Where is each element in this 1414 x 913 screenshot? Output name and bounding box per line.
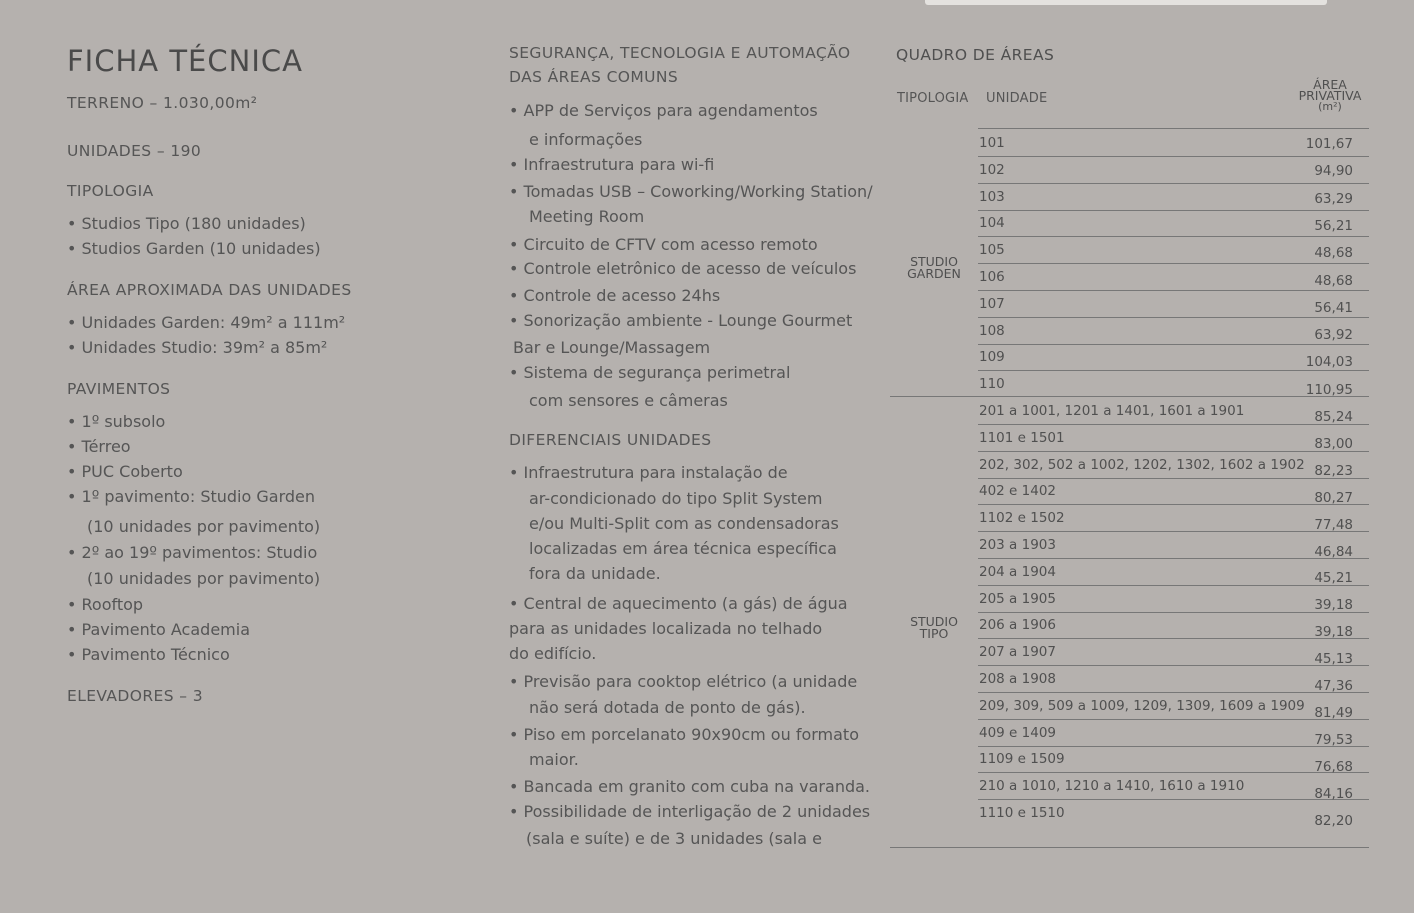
header-area-line1: ÁREA	[1313, 77, 1347, 92]
area-cell: 83,00	[1314, 435, 1353, 452]
header-tipologia: TIPOLOGIA	[897, 91, 969, 106]
area-cell: 56,41	[1314, 299, 1353, 316]
pavimento-item: • 2º ao 19º pavimentos: Studio	[67, 543, 318, 562]
pavimento-item: • Pavimento Técnico	[67, 645, 230, 664]
unit-cell: 105	[979, 242, 1005, 259]
table-row-line	[978, 156, 1369, 157]
diferencial-item: • Possibilidade de interligação de 2 unidades	[509, 802, 871, 821]
area-heading: ÁREA APROXIMADA DAS UNIDADES	[67, 281, 352, 299]
diferencial-item-cont: do edifício.	[509, 644, 597, 663]
seguranca-item: • Tomadas USB – Coworking/Working Station/	[509, 182, 873, 201]
seguranca-item: • Sistema de segurança perimetral	[509, 363, 791, 382]
page-title: FICHA TÉCNICA	[67, 44, 303, 78]
unit-cell: 206 a 1906	[979, 617, 1056, 634]
area-cell: 39,18	[1314, 597, 1353, 614]
terreno-text: TERRENO – 1.030,00m²	[67, 94, 258, 112]
diferenciais-heading: DIFERENCIAIS UNIDADES	[509, 431, 712, 449]
unit-cell: 102	[979, 161, 1005, 178]
pavimento-item-cont: (10 unidades por pavimento)	[87, 517, 321, 536]
seguranca-item: • Circuito de CFTV com acesso remoto	[509, 235, 818, 254]
area-cell: 82,23	[1314, 462, 1353, 479]
seguranca-heading-line1: SEGURANÇA, TECNOLOGIA E AUTOMAÇÃO	[509, 44, 851, 62]
seguranca-item-cont: com sensores e câmeras	[529, 391, 728, 410]
group-tipo-line1: STUDIO	[910, 614, 958, 629]
group-studio-tipo	[898, 616, 970, 640]
diferencial-item: • Piso em porcelanato 90x90cm ou formato	[509, 725, 859, 744]
table-row-line	[978, 183, 1369, 184]
table-row-line	[978, 263, 1369, 264]
unit-cell: 210 a 1010, 1210 a 1410, 1610 a 1910	[979, 778, 1245, 795]
pavimento-item: • PUC Coberto	[67, 462, 183, 481]
area-item: • Unidades Studio: 39m² a 85m²	[67, 338, 328, 357]
seguranca-heading-line2: DAS ÁREAS COMUNS	[509, 68, 679, 86]
unit-cell: 402 e 1402	[979, 483, 1057, 500]
table-row-line	[978, 290, 1369, 291]
area-cell: 82,20	[1314, 812, 1353, 829]
unit-cell: 209, 309, 509 a 1009, 1209, 1309, 1609 a 1909	[979, 697, 1305, 714]
unit-cell: 104	[979, 215, 1005, 232]
header-unidade: UNIDADE	[986, 91, 1048, 106]
area-cell: 63,29	[1314, 190, 1353, 207]
table-row-line	[978, 210, 1369, 211]
pavimento-item-cont: (10 unidades por pavimento)	[87, 569, 321, 588]
table-row-line	[978, 236, 1369, 237]
header-area-line3: (m²)	[1318, 100, 1342, 113]
quadro-title: QUADRO DE ÁREAS	[896, 46, 1055, 64]
tipologia-heading: TIPOLOGIA	[67, 182, 154, 200]
unit-cell: 110	[979, 376, 1005, 393]
area-cell: 47,36	[1314, 678, 1353, 694]
area-cell: 84,16	[1314, 785, 1353, 802]
pavimento-item: • 1º subsolo	[67, 412, 166, 431]
unit-cell: 107	[979, 295, 1005, 312]
area-cell: 56,21	[1314, 217, 1353, 234]
diferencial-item: • Previsão para cooktop elétrico (a unidade	[509, 672, 858, 691]
pavimento-item: • Pavimento Academia	[67, 620, 250, 639]
diferencial-item: • Bancada em granito com cuba na varanda.	[509, 777, 870, 796]
seguranca-item-cont: e informações	[529, 130, 643, 149]
diferencial-item-cont: (sala e suíte) e de 3 unidades (sala e	[526, 829, 822, 848]
unit-cell: 1101 e 1501	[979, 429, 1065, 446]
table-bottom-line	[890, 847, 1369, 848]
diferencial-item-cont: e/ou Multi-Split com as condensadoras	[529, 514, 839, 533]
unit-cell: 1102 e 1502	[979, 510, 1065, 527]
group-tipo-line2: TIPO	[919, 626, 949, 641]
unit-cell: 204 a 1904	[979, 563, 1056, 580]
unidades-text: UNIDADES – 190	[67, 142, 202, 160]
area-cell: 76,68	[1314, 758, 1353, 775]
unit-cell: 101	[979, 135, 1005, 151]
seguranca-item: • Infraestrutura para wi-fi	[509, 155, 715, 174]
seguranca-item: • Controle de acesso 24hs	[509, 286, 721, 305]
diferencial-item: • Central de aquecimento (a gás) de água	[509, 594, 848, 613]
seguranca-item: • APP de Serviços para agendamentos	[509, 101, 818, 120]
pavimento-item: • 1º pavimento: Studio Garden	[67, 487, 315, 506]
group-studio-garden	[898, 256, 970, 280]
diferencial-item: • Infraestrutura para instalação de	[509, 463, 788, 482]
area-cell: 81,49	[1314, 704, 1353, 721]
area-cell: 45,21	[1314, 570, 1353, 587]
tipologia-item: • Studios Garden (10 unidades)	[67, 239, 321, 258]
unit-cell: 103	[979, 188, 1005, 205]
diferencial-item-cont: para as unidades localizada no telhado	[509, 619, 823, 638]
diferencial-item-cont: fora da unidade.	[529, 564, 661, 583]
table-header-line	[978, 128, 1369, 129]
diferencial-item-cont: não será dotada de ponto de gás).	[529, 698, 806, 717]
area-cell: 104,03	[1305, 354, 1353, 371]
diferencial-item-cont: ar-condicionado do tipo Split System	[529, 489, 823, 508]
unit-cell: 106	[979, 269, 1005, 285]
seguranca-item-cont: Meeting Room	[529, 207, 645, 226]
area-cell: 77,48	[1314, 516, 1353, 533]
seguranca-item: • Sonorização ambiente - Lounge Gourmet	[509, 311, 853, 330]
pavimento-item: • Térreo	[67, 437, 131, 456]
unit-cell: 203 a 1903	[979, 537, 1056, 553]
area-cell: 63,92	[1314, 327, 1353, 344]
diferencial-item-cont: maior.	[529, 750, 579, 769]
area-cell: 45,13	[1314, 651, 1353, 668]
header-area-privativa	[1290, 79, 1370, 112]
top-edge-strip	[925, 0, 1327, 5]
group-garden-line1: STUDIO	[910, 254, 958, 269]
area-cell: 48,68	[1314, 272, 1353, 289]
unit-cell: 1109 e 1509	[979, 751, 1065, 768]
diferencial-item-cont: localizadas em área técnica específica	[529, 539, 837, 558]
table-row-line	[978, 317, 1369, 318]
table-row-line	[978, 370, 1369, 371]
area-cell: 48,68	[1314, 245, 1353, 262]
seguranca-item-cont: Bar e Lounge/Massagem	[513, 338, 711, 357]
area-item: • Unidades Garden: 49m² a 111m²	[67, 313, 346, 332]
unit-cell: 208 a 1908	[979, 671, 1056, 687]
unit-cell: 201 a 1001, 1201 a 1401, 1601 a 1901	[979, 403, 1245, 419]
area-cell: 85,24	[1314, 409, 1353, 425]
area-cell: 79,53	[1314, 731, 1353, 748]
elevadores-text: ELEVADORES – 3	[67, 687, 204, 705]
area-cell: 101,67	[1305, 136, 1353, 152]
area-cell: 39,18	[1314, 624, 1353, 641]
pavimentos-heading: PAVIMENTOS	[67, 380, 171, 398]
table-row-line	[978, 344, 1369, 345]
unit-cell: 205 a 1905	[979, 590, 1056, 607]
unit-cell: 409 e 1409	[979, 724, 1057, 741]
group-garden-line2: GARDEN	[907, 266, 961, 281]
unit-cell: 109	[979, 349, 1005, 366]
header-area-line2: PRIVATIVA	[1298, 88, 1362, 103]
unit-cell: 207 a 1907	[979, 644, 1056, 661]
seguranca-item: • Controle eletrônico de acesso de veículos	[509, 259, 857, 278]
area-cell: 94,90	[1314, 163, 1353, 180]
unit-cell: 202, 302, 502 a 1002, 1202, 1302, 1602 a 1902	[979, 456, 1305, 473]
area-cell: 110,95	[1305, 381, 1353, 398]
area-cell: 46,84	[1314, 543, 1353, 560]
area-cell: 80,27	[1314, 489, 1353, 506]
unit-cell: 108	[979, 322, 1005, 339]
unit-cell: 1110 e 1510	[979, 805, 1065, 821]
tipologia-item: • Studios Tipo (180 unidades)	[67, 214, 306, 233]
pavimento-item: • Rooftop	[67, 595, 144, 614]
